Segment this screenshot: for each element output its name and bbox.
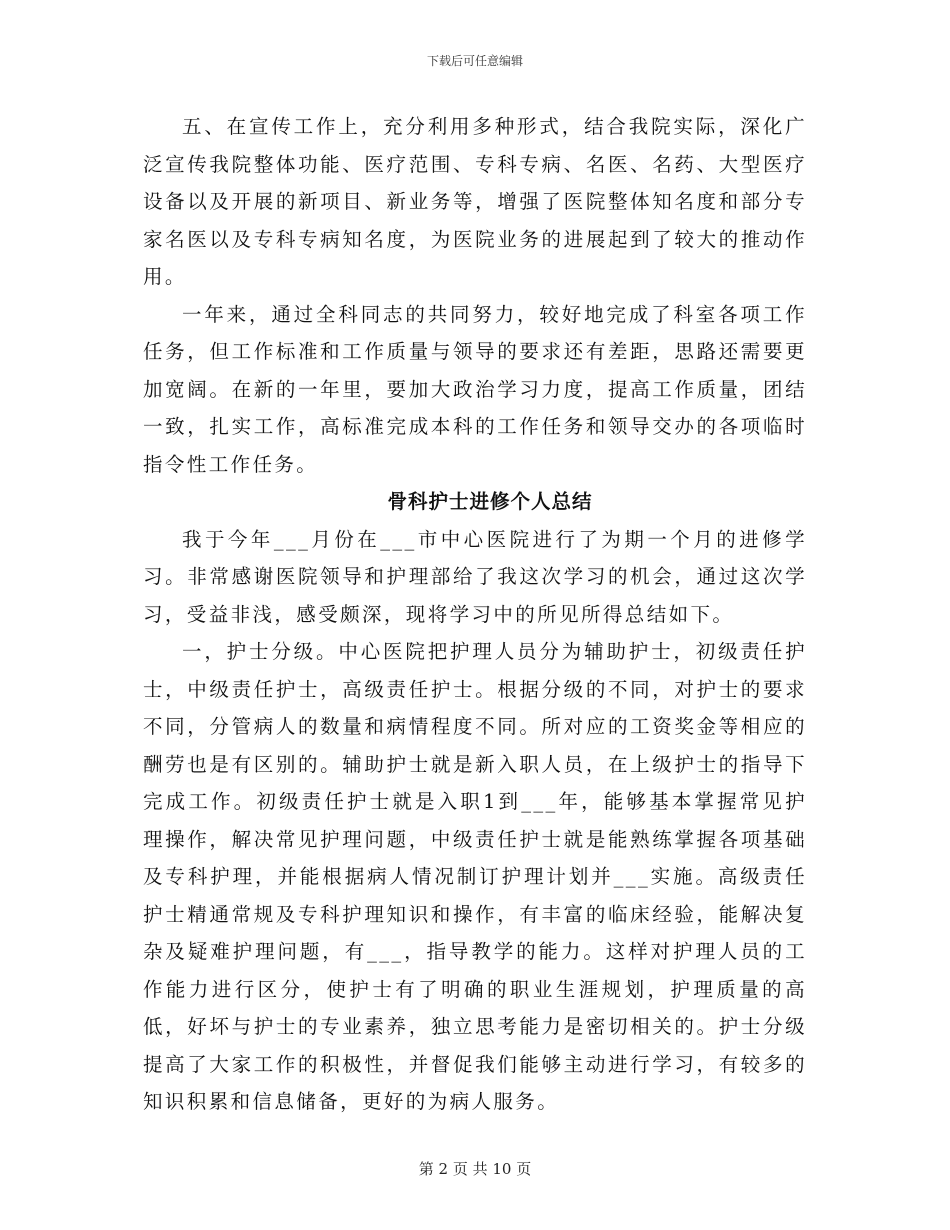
document-body — [143, 108, 807, 1121]
paragraph-intro: 我于今年___月份在___市中心医院进行了为期一个月的进修学习。非常感谢医院领导和护理部给了我这次学习的机会，通过这次学习，受益非浅，感受颇深，现将学习中的所见所得总结如下。 — [143, 527, 807, 626]
page-footer: 第 2 页 共 10 页 — [418, 1160, 532, 1178]
paragraph-nurse-grading: 一，护士分级。中心医院把护理人员分为辅助护士，初级责任护士，中级责任护士，高级责任护士。根据分级的不同，对护士的要求不同，分管病人的数量和病情程度不同。所对应的工资奖金等相应的酬劳也是有区别的。辅助护士就是新入职人员，在上级护士的指导下完成工作。初级责任护士就是入职1到___年，能够基本掌握常见护理操作，解决常见护理问题，中级责任护士就是能熟练掌握各项基础及专科护理，并能根据病人情况制订护理计划并___实施。高级责任护士精通常规及专科护理知识和操作，有丰富的临床经验，能解决复杂及疑难护理问题，有___，指导教学的能力。这样对护理人员的工作能力进行区分，使护士有了明确的职业生涯规划，护理质量的高低，好坏与护士的专业素养，独立思考能力是密切相关的。护士分级提高了大家工作的积极性，并督促我们能够主动进行学习，有较多的知识积累和信息储备，更好的为病人服务。 — [143, 640, 807, 1113]
page-header: 下载后可任意编辑 — [426, 54, 523, 68]
section-title: 骨科护士进修个人总结 — [387, 490, 593, 513]
paragraph-year-summary: 一年来，通过全科同志的共同努力，较好地完成了科室各项工作任务，但工作标准和工作质量与领导的要求还有差距，思路还需要更加宽阔。在新的一年里，要加大政治学习力度，提高工作质量，团结一致，扎实工作，高标准完成本科的工作任务和领导交办的各项临时指令性工作任务。 — [143, 302, 807, 476]
paragraph-publicity: 五、在宣传工作上，充分利用多种形式，结合我院实际，深化广泛宣传我院整体功能、医疗范围、专科专病、名医、名药、大型医疗设备以及开展的新项目、新业务等，增强了医院整体知名度和部分专家名医以及专科专病知名度，为医院业务的进展起到了较大的推动作用。 — [143, 115, 807, 288]
